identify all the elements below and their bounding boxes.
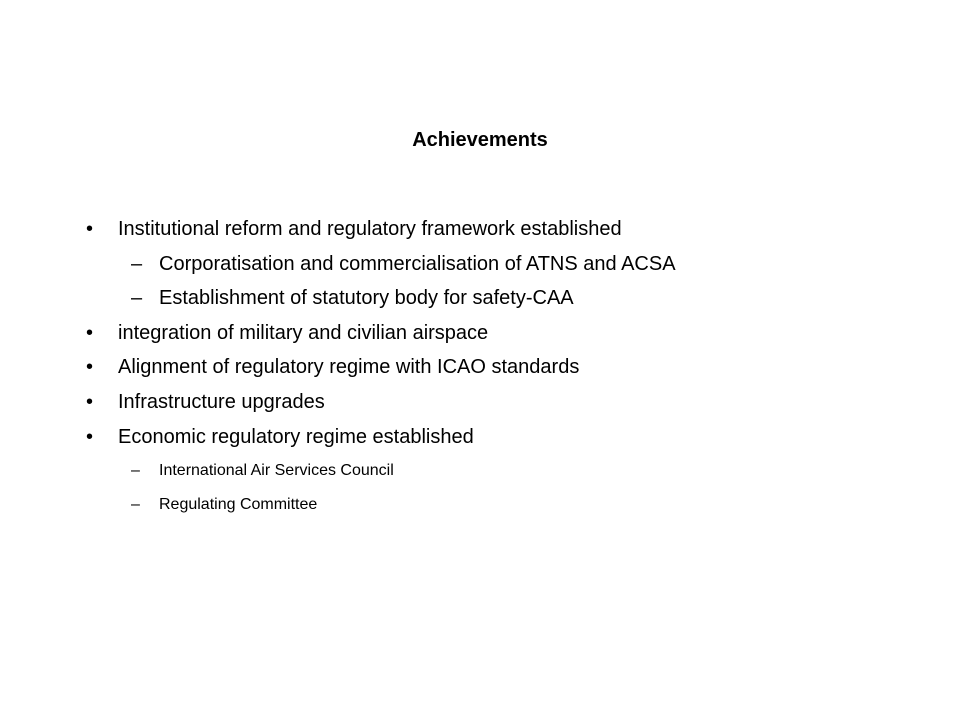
list-item-text: Alignment of regulatory regime with ICAO standards — [118, 356, 580, 379]
list-item — [0, 212, 960, 247]
slide-title: Achievements — [412, 129, 548, 151]
list-item-text: integration of military and civilian airspace — [118, 321, 489, 344]
dash-icon: – — [131, 496, 140, 514]
list-item-text: International Air Services Council — [159, 462, 394, 480]
list-item — [0, 247, 960, 282]
bullet-icon: • — [86, 356, 94, 379]
bullet-icon: • — [86, 425, 94, 448]
list-item-text: Institutional reform and regulatory framework established — [118, 218, 622, 240]
list-item-text: Corporatisation and commercialisation of ATNS and ACSA — [159, 252, 676, 275]
bullet-icon: • — [86, 321, 94, 344]
list-item — [0, 488, 960, 522]
bullet-list — [0, 212, 960, 522]
list-item-text: Establishment of statutory body for safety-CAA — [159, 287, 574, 310]
list-item-text: Economic regulatory regime established — [118, 425, 474, 448]
bullet-icon: • — [86, 390, 94, 413]
dash-icon: – — [131, 252, 143, 275]
list-item — [0, 316, 960, 351]
list-item — [0, 385, 960, 420]
list-item — [0, 350, 960, 385]
list-item-text: Regulating Committee — [159, 496, 318, 514]
list-item-text: Infrastructure upgrades — [118, 390, 325, 413]
list-item — [0, 454, 960, 488]
bullet-icon: • — [86, 218, 94, 240]
dash-icon: – — [131, 462, 140, 480]
dash-icon: – — [131, 287, 143, 310]
list-item — [0, 281, 960, 316]
list-item — [0, 420, 960, 455]
